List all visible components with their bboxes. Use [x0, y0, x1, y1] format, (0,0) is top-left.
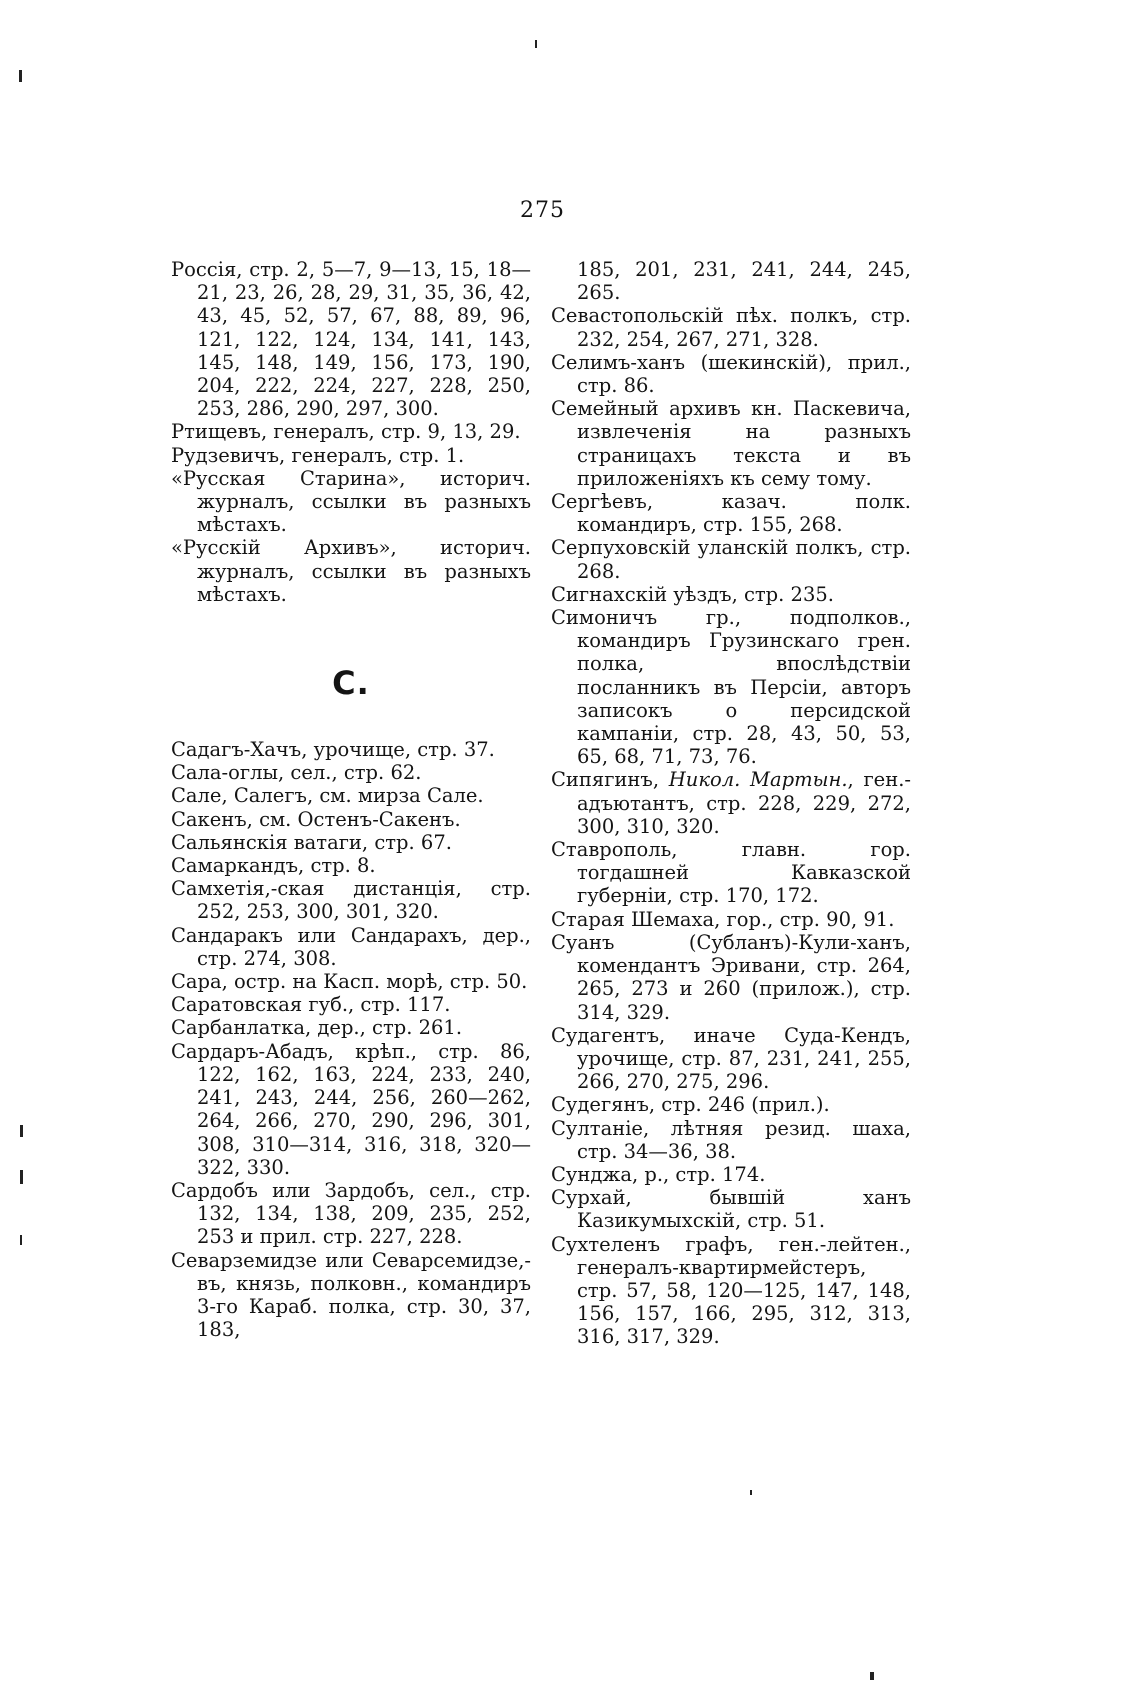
scan-speck: [870, 1672, 874, 1680]
index-entry: Сунджа, р., стр. 174.: [551, 1162, 766, 1186]
index-entry: Севарземидзе или Севарсемидзе,-въ, князь, полковн., командиръ 3-го Караб. полка, стр. 30, 37, 183,: [171, 1248, 531, 1342]
index-entry: Ставрополь, главн. гор. тогдашней Кавказской губерніи, стр. 170, 172.: [551, 838, 911, 908]
index-entry: Сара, остр. на Касп. морѣ, стр. 50.: [171, 970, 528, 994]
index-entry: Севастопольскій пѣх. полкъ, стр. 232, 254, 267, 271, 328.: [551, 304, 911, 351]
index-entry: Сала-оглы, сел., стр. 62.: [171, 761, 422, 785]
section-letter-heading: С.: [332, 664, 370, 703]
entry-details: , ген.-адъютантъ, стр. 228, 229, 272, 300, 310, 320.: [577, 768, 911, 838]
index-entry: Ртищевъ, генералъ, стр. 9, 13, 29.: [171, 420, 521, 444]
index-entry-continuation: 185, 201, 231, 241, 244, 245, 265.: [577, 258, 911, 305]
scan-speck: [20, 1235, 22, 1245]
index-entry: Сакенъ, см. Остенъ-Сакенъ.: [171, 807, 461, 831]
index-entry: Сардаръ-Абадъ, крѣп., стр. 86, 122, 162, 163, 224, 233, 240, 241, 243, 244, 256, 260—262, 264, 266, 270, 290, 296, 301, 308, 310—314, 316, 318, 320—322, 330.: [171, 1039, 531, 1179]
index-entry: «Русскій Архивъ», историч. журналъ, ссылки въ разныхъ мѣстахъ.: [171, 536, 531, 606]
scan-speck: [20, 1125, 23, 1137]
index-entry: Сале, Салегъ, см. мирза Сале.: [171, 784, 484, 808]
index-entry: Селимъ-ханъ (шекинскій), прил., стр. 86.: [551, 350, 911, 398]
scan-speck: [750, 1490, 752, 1495]
index-entry: Симоничъ гр., подполков., командиръ Грузинскаго грен. полка, впослѣдствіи посланникъ въ Персіи, авторъ записокъ о персидской кампаніи, стр. 28, 43, 50, 53, 65, 68, 71, 73, 76.: [551, 606, 911, 769]
index-entry: Серпуховскій уланскій полкъ, стр. 268.: [551, 536, 911, 583]
entry-italic-name: Никол. Мартын.: [668, 768, 848, 792]
page-number: 275: [520, 198, 565, 223]
index-entry: «Русская Старина», историч. журналъ, ссылки въ разныхъ мѣстахъ.: [171, 466, 531, 537]
index-entry: Самаркандъ, стр. 8.: [171, 854, 376, 878]
index-entry: Самхетія,-ская дистанція, стр. 252, 253, 300, 301, 320.: [171, 877, 531, 924]
index-entry: Сандаракъ или Сандарахъ, дер., стр. 274, 308.: [171, 923, 531, 970]
index-entry: Суанъ (Субланъ)-Кули-ханъ, комендантъ Эривани, стр. 264, 265, 273 и 260 (прилож.), стр. 314, 329.: [551, 930, 911, 1024]
scan-speck: [20, 1170, 23, 1184]
index-column-right: [551, 258, 911, 1349]
entry-name: Сипягинъ,: [551, 768, 669, 792]
index-entry: Семейный архивъ кн. Паскевича, извлеченія на разныхъ страницахъ текста и въ приложеніяхъ къ сему тому.: [551, 397, 911, 490]
index-entry: Старая Шемаха, гор., стр. 90, 91.: [551, 907, 895, 931]
index-entry: Сальянскія ватаги, стр. 67.: [171, 830, 452, 854]
index-entry: Садагъ-Хачъ, урочище, стр. 37.: [171, 738, 495, 762]
index-entry: Судагентъ, иначе Суда-Кендъ, урочище, стр. 87, 231, 241, 255, 266, 270, 275, 296.: [551, 1023, 911, 1094]
index-entry: Саратовская губ., стр. 117.: [171, 993, 451, 1017]
index-entry: Рудзевичъ, генералъ, стр. 1.: [171, 443, 465, 467]
index-entry: Россія, стр. 2, 5—7, 9—13, 15, 18—21, 23, 26, 28, 29, 31, 35, 36, 42, 43, 45, 52, 57, 67, 88, 89, 96, 121, 122, 124, 134, 141, 143, 145, 148, 149, 156, 173, 190, 204, 222, 224, 227, 228, 250, 253, 286, 290, 297, 300.: [171, 258, 531, 421]
index-entry: Сигнахскій уѣздъ, стр. 235.: [551, 582, 834, 606]
scan-speck: [19, 70, 22, 82]
index-column-left: [171, 258, 531, 1341]
index-entry: Судегянъ, стр. 246 (прил.).: [551, 1093, 830, 1117]
index-entry: Сергѣевъ, казач. полк. командиръ, стр. 155, 268.: [551, 490, 911, 537]
index-entry: Сухтеленъ графъ, ген.-лейтен., генералъ-квартирмейстеръ, стр. 57, 58, 120—125, 147, 148, 156, 157, 166, 295, 312, 313, 316, 317, 329.: [551, 1232, 911, 1349]
index-entry: Сарбанлатка, дер., стр. 261.: [171, 1016, 463, 1040]
index-entry: Сардобъ или Зардобъ, сел., стр. 132, 134, 138, 209, 235, 252, 253 и прил. стр. 227, 228.: [171, 1178, 531, 1249]
scan-speck: [535, 40, 537, 48]
index-entry: Султаніе, лѣтняя резид. шаха, стр. 34—36, 38.: [551, 1116, 911, 1163]
index-entry: [551, 768, 911, 838]
index-entry: Сурхай, бывшій ханъ Казикумыхскій, стр. 51.: [551, 1186, 911, 1233]
